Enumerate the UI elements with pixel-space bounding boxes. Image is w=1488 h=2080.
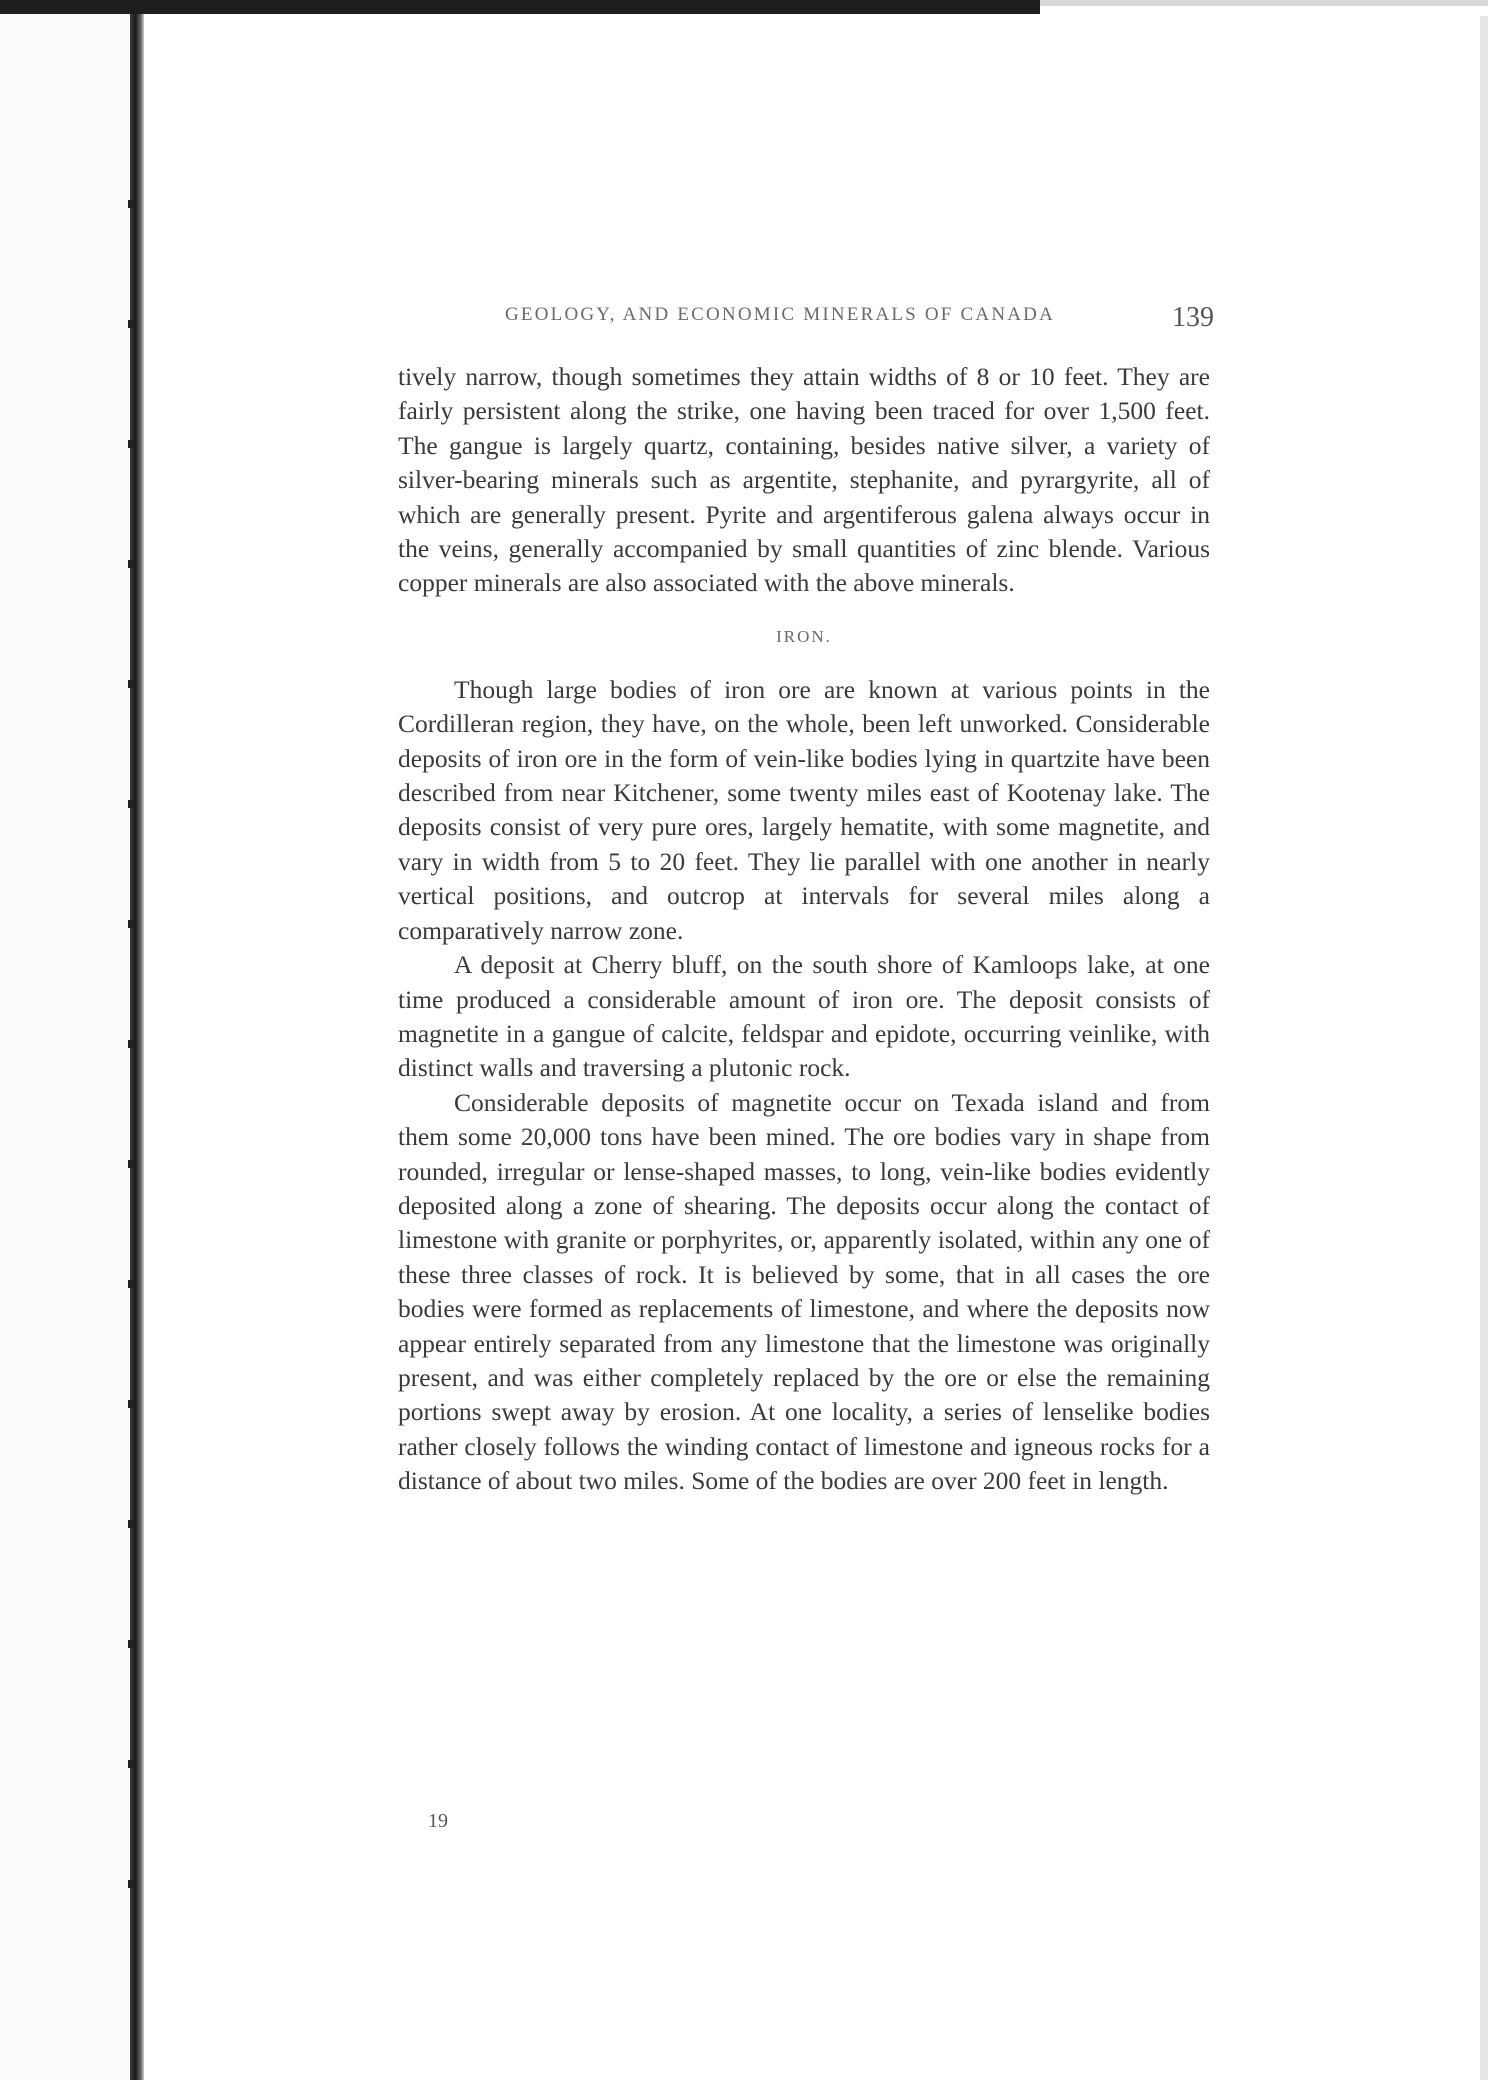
signature-mark: 19 xyxy=(428,1810,448,1832)
paragraph-texada-island: Considerable deposits of magnetite occur on Texada island and from them some 20,000 tons have been mined. The ore bodies vary in shape from rounded, irregular or lense-shaped masses, to long, vein-like bodies evidently deposited along a zone of shearing. The deposits occur along the contact of limestone with granite or porphyrites, or, apparently isolated, within any one of these three classes of rock. It is believed by some, that in all cases the ore bodies were formed as replacements of limestone, and where the deposits now appear entirely separated from any limestone that the limestone was originally present, and was either completely replaced by the ore or else the remaining portions swept away by erosion. At one locality, a series of lenselike bodies rather closely follows the winding contact of limestone and igneous rocks for a distance of about two miles. Some of the bodies are over 200 feet in length. xyxy=(398,1087,1210,1496)
running-head: GEOLOGY, AND ECONOMIC MINERALS OF CANADA xyxy=(505,304,1056,325)
paragraph-iron-intro: Though large bodies of iron ore are known at various points in the Cordilleran region, they have, on the whole, been left unworked. Considerable deposits of iron ore in the form of vein-like bodies lying in quartzite have been described from near Kitchener, some twenty miles east of Kootenay lake. The deposits consist of very pure ores, largely hematite, with some magnetite, and vary in width from 5 to 20 feet. They lie parallel with one another in nearly vertical positions, and outcrop at intervals for several miles along a comparatively narrow zone. xyxy=(398,674,1210,945)
paragraph-cherry-bluff: A deposit at Cherry bluff, on the south shore of Kamloops lake, at one time produced a considerable amount of iron ore. The deposit consists of magnetite in a gangue of calcite, feldspar and epidote, occurring veinlike, with distinct walls and traversing a plutonic rock. xyxy=(398,950,1210,1083)
page-right-edge xyxy=(1480,16,1488,2080)
page-number: 139 xyxy=(1172,302,1214,333)
section-heading-iron: IRON. xyxy=(776,626,832,646)
scanner-top-border xyxy=(0,0,1040,14)
scanner-top-border-light xyxy=(1040,0,1488,6)
facing-page-margin xyxy=(0,10,130,2080)
paragraph-continued: tively narrow, though sometimes they attain widths of 8 or 10 feet. They are fairly persistent along the strike, one having been traced for over 1,500 feet. The gangue is largely quartz, containing, besides native silver, a variety of silver-bearing minerals such as argentite, stephanite, and pyrargyrite, all of which are generally present. Pyrite and argentiferous galena always occur in the veins, generally accompanied by small quantities of zinc blende. Various copper minerals are also associated with the above minerals. xyxy=(398,362,1210,598)
body-text xyxy=(398,360,1210,1499)
gutter-marks xyxy=(128,140,134,1940)
